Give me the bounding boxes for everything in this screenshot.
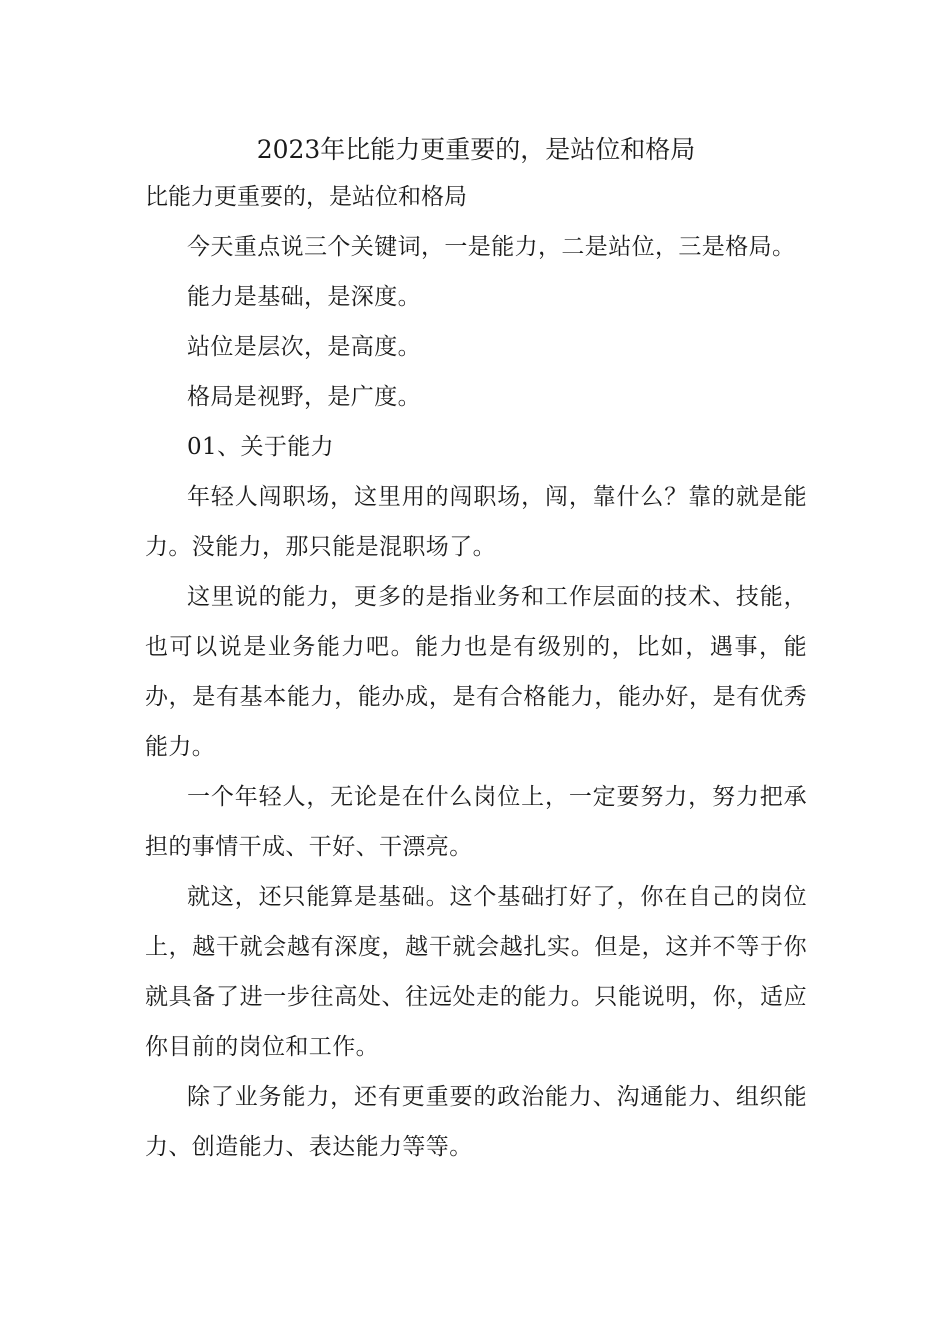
paragraph-ability: 能力是基础，是深度。 (187, 284, 421, 310)
paragraph-vision: 格局是视野，是广度。 (187, 384, 421, 410)
section-heading: 01、关于能力 (187, 434, 335, 460)
paragraph-business-ability: 这里说的能力，更多的是指业务和工作层面的技术、技能，也可以说是业务能力吧。能力也是有级别的，比如，遇事，能办，是有基本能力，能办成，是有合格能力，能办好，是有优秀能力。 (145, 584, 807, 760)
document-subtitle: 比能力更重要的，是站位和格局 (145, 184, 467, 210)
paragraph-foundation: 就这，还只能算是基础。这个基础打好了，你在自己的岗位上，越干就会越有深度，越干就会越扎实。但是，这并不等于你就具备了进一步往高处、往远处走的能力。只能说明，你，适应你目前的岗位和工作。 (145, 884, 807, 1060)
document-title: 2023年比能力更重要的，是站位和格局 (256, 135, 696, 164)
paragraph-workplace: 年轻人闯职场，这里用的闯职场，闯，靠什么？靠的就是能力。没能力，那只能是混职场了。 (145, 484, 807, 560)
document-page (145, 128, 807, 1172)
paragraph-other-abilities: 除了业务能力，还有更重要的政治能力、沟通能力、组织能力、创造能力、表达能力等等。 (145, 1084, 807, 1160)
paragraph-effort: 一个年轻人，无论是在什么岗位上，一定要努力，努力把承担的事情干成、干好、干漂亮。 (145, 784, 807, 860)
paragraph-keywords: 今天重点说三个关键词，一是能力，二是站位，三是格局。 (187, 234, 796, 260)
paragraph-position: 站位是层次，是高度。 (187, 334, 421, 360)
